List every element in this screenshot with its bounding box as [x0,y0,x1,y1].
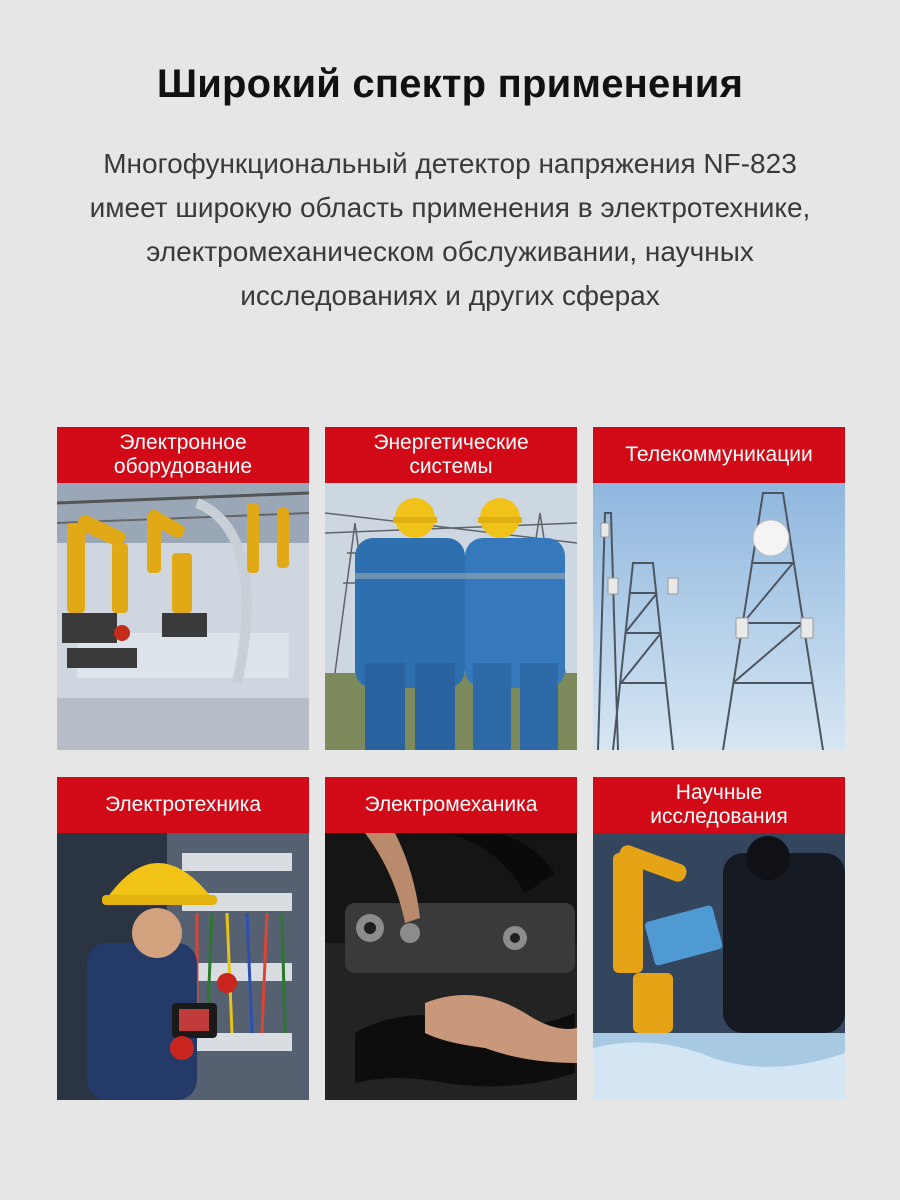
card-label: Научные исследования [593,777,845,833]
card-label: Электромеханика [325,777,577,833]
card-electrical-engineering [57,777,309,1100]
card-label: Электротехника [57,777,309,833]
card-label: Энергетические системы [325,427,577,483]
subtitle-line: электромеханическом обслуживании, научных [146,236,754,267]
engine-repair-image [325,833,577,1100]
telecom-towers-image [593,483,845,750]
card-label: Электронное оборудование [57,427,309,483]
card-scientific-research [593,777,845,1100]
card-electronic-equipment [57,427,309,750]
card-label: Телекоммуникации [593,427,845,483]
card-energy-systems [325,427,577,750]
lab-research-image [593,833,845,1100]
subtitle-line: Многофункциональный детектор напряжения NF-823 [103,148,797,179]
power-substation-workers-image [325,483,577,750]
electrician-panel-image [57,833,309,1100]
robot-assembly-line-image [57,483,309,750]
page-title: Широкий спектр применения [156,62,744,106]
subtitle-line: имеет широкую область применения в электротехнике, [89,192,811,223]
page-subtitle [30,142,870,318]
card-electromechanics [325,777,577,1100]
subtitle-line: исследованиях и других сферах [240,280,660,311]
card-telecommunications [593,427,845,750]
